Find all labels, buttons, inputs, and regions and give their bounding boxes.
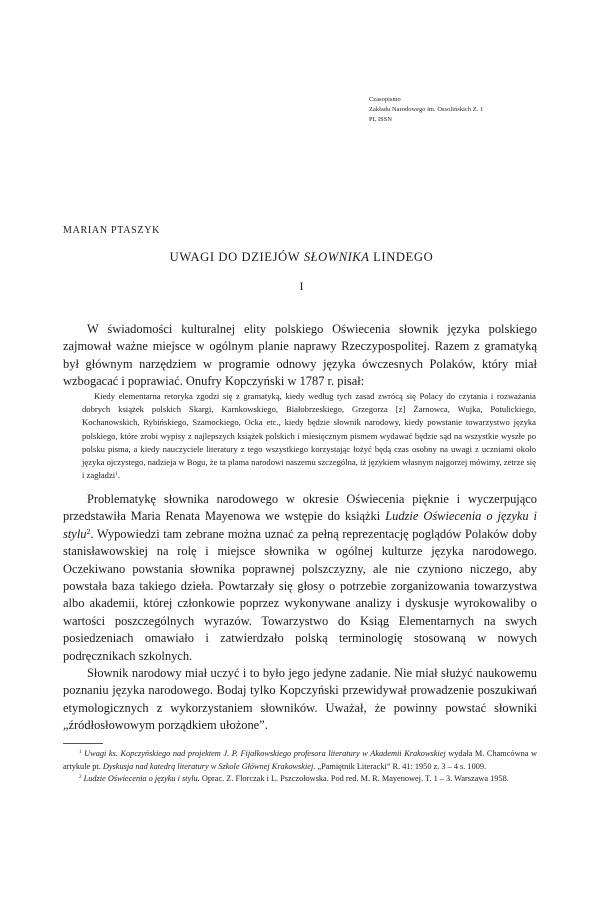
footnote-title: Dyskusja nad katedrą literatury w Szkole Głównej Krakowskiej bbox=[102, 761, 314, 771]
footnote-divider bbox=[63, 743, 103, 744]
footnote-1 bbox=[63, 748, 537, 773]
title-prefix: UWAGI DO DZIEJÓW bbox=[169, 250, 304, 264]
footnote-title: Uwagi ks. Kopczyńskiego nad projektem J. P. Fijałkowskiego profesora literatury w Akademii Krakowskiej bbox=[84, 749, 446, 758]
footnote-text: wydała M. Chamcówna w artykule pt. bbox=[63, 749, 537, 771]
paragraph-text: W świadomości kulturalnej elity polskiego Oświecenia słownik języka polskiego zajmował ważne miejsce w ogólnym planie naprawy Rzeczypospolitej. Razem z gramatyką był głównym narzędziem w programie odnowy języka ówczesnych Polaków, który miał wzbogacać i poprawiać. Onufry Kopczyński w 1787 r. pisał: bbox=[63, 322, 537, 389]
footnote-ref-2[interactable]: 2 bbox=[86, 526, 91, 536]
footnote-text: Oprac. Z. Florczak i L. Pszczołowska. Pod red. M. R. Mayenowej. T. 1 – 3. Warszawa 1958. bbox=[199, 774, 509, 784]
journal-line: PL ISSN bbox=[369, 116, 393, 123]
author-name: MARIAN PTASZYK bbox=[63, 225, 161, 236]
footnotes bbox=[63, 748, 537, 786]
quote-paragraph: Kiedy elementarna retoryka zgodzi się z gramatyką, kiedy według tych zasad zwrócą się Polacy do czytania i rozważania dobrych książek polskich Skargi, Karnkowskiego, Białobrzeskiego, Grzegorza [z] Żarnowca, Wujka, Potulickiego, Kochanowskich, Rybińskiego, Szamockiego, Ocka etc., kiedy będzie słownik narodowy, kiedy powstanie towarzystwo języka polskiego, które zrobi wypisy z najlepszych książek polskich i miesięcznym pismem wydawać będzie sąd na wszystkie wyszłe po polsku pisma, a kiedy nauczyciele literatury z tego wszystkiego korzystając łożyć będą czas osobny na uwagi z uczniami około języka ojczystego, nadzieja w Bogu, że ta plama narodowi naszemu szczególna, iż językiem własnym najgorzej mówimy, zetrze się i zagładzi$^1$. bbox=[82, 391, 536, 481]
body-paragraph-2 bbox=[63, 491, 537, 665]
footnote-title: Ludzie Oświecenia o języku i stylu. bbox=[83, 774, 200, 784]
paragraph-text: . Wypowiedzi tam zebrane można uznać za pełną reprezentację poglądów Polaków doby stanisławowskiej na rolę i miejsce słownika w ogólnej kulturze języka narodowego. Oczekiwano powstania słownika poprawnej polszczyzny, ale nie czyniono niczego, aby powstała baza takiego dzieła. Powtarzały się głosy o potrzebie zorganizowania towarzystwa albo akademii, której członkowie poprzez wykonywane analizy i dyskusje wyrokowaliby o wartości poszczególnych wyrazów. Towarzystwo do Ksiąg Elementarnych na swych posiedzeniach omawiało i zatwierdzało polską terminologię stosowaną w nowych podręcznikach szkolnych. bbox=[63, 526, 537, 663]
title-suffix: LINDEGO bbox=[369, 250, 434, 264]
journal-info bbox=[369, 95, 569, 125]
footnote-mark: 2 bbox=[79, 774, 82, 781]
book-title: Ludzie Oświecenia o języku i stylu bbox=[63, 509, 538, 541]
quote-text: Kiedy elementarna retoryka zgodzi się z gramatyką, kiedy według tych zasad zwrócą się Polacy do czytania i rozważania dobrych książek polskich Skargi, Karnkowskiego, Białobrzeskiego, Grzegorza [z] Żarnowca, Wujka, Potulickiego, Kochanowskich, Rybińskiego, Szamockiego, Ocka etc., kiedy będzie słownik narodowy, kiedy powstanie towarzystwo języka polskiego, które zrobi wypisy z najlepszych książek polskich i miesięcznym pismem wydawać będzie sąd na wszystkie wyszłe po polsku pisma, a kiedy nauczyciele literatury z tego wszystkiego korzystając łożyć będą czas osobny na uwagi z uczniami około języka ojczystego, nadzieja w Bogu, że ta plama narodowi naszemu szczególna, iż językiem własnym najgorzej mówimy, zetrze się i zagładzi bbox=[82, 391, 536, 481]
footnote-ref-1[interactable]: 1 bbox=[115, 471, 118, 478]
paragraph-text: Problematykę słownika narodowego w okresie Oświecenia pięknie i wyczerpująco przedstawiła Maria Renata Mayenowa we wstępie do książki bbox=[63, 492, 537, 524]
article-title bbox=[0, 250, 603, 265]
block-quote bbox=[82, 390, 536, 482]
footnote-text: . „Pamiętnik Literacki” R. 41: 1950 z. 3 – 4 s. 1009. bbox=[313, 761, 487, 771]
journal-line: Zakładu Narodowego im. Ossolińskich Z. 1 bbox=[369, 106, 484, 113]
title-italic: SŁOWNIKA bbox=[303, 250, 370, 264]
journal-line: Czasopismo bbox=[369, 96, 401, 103]
section-number: I bbox=[299, 279, 304, 293]
body-paragraphs-2-3 bbox=[63, 491, 537, 735]
footnote-mark: 1 bbox=[79, 749, 82, 756]
body-paragraph-3: Słownik narodowy miał uczyć i to było jego jedyne zadanie. Nie miał służyć naukowemu poznaniu języka narodowego. Bodaj tylko Kopczyński przewidywał prowadzenie poszukiwań etymologicznych z wykorzystaniem słowników. Uważał, że powinny powstać słowniki „źródłosłowowym porządkiem ułożone”. bbox=[63, 666, 537, 733]
body-paragraph-1 bbox=[63, 321, 537, 391]
footnote-2 bbox=[63, 773, 537, 786]
